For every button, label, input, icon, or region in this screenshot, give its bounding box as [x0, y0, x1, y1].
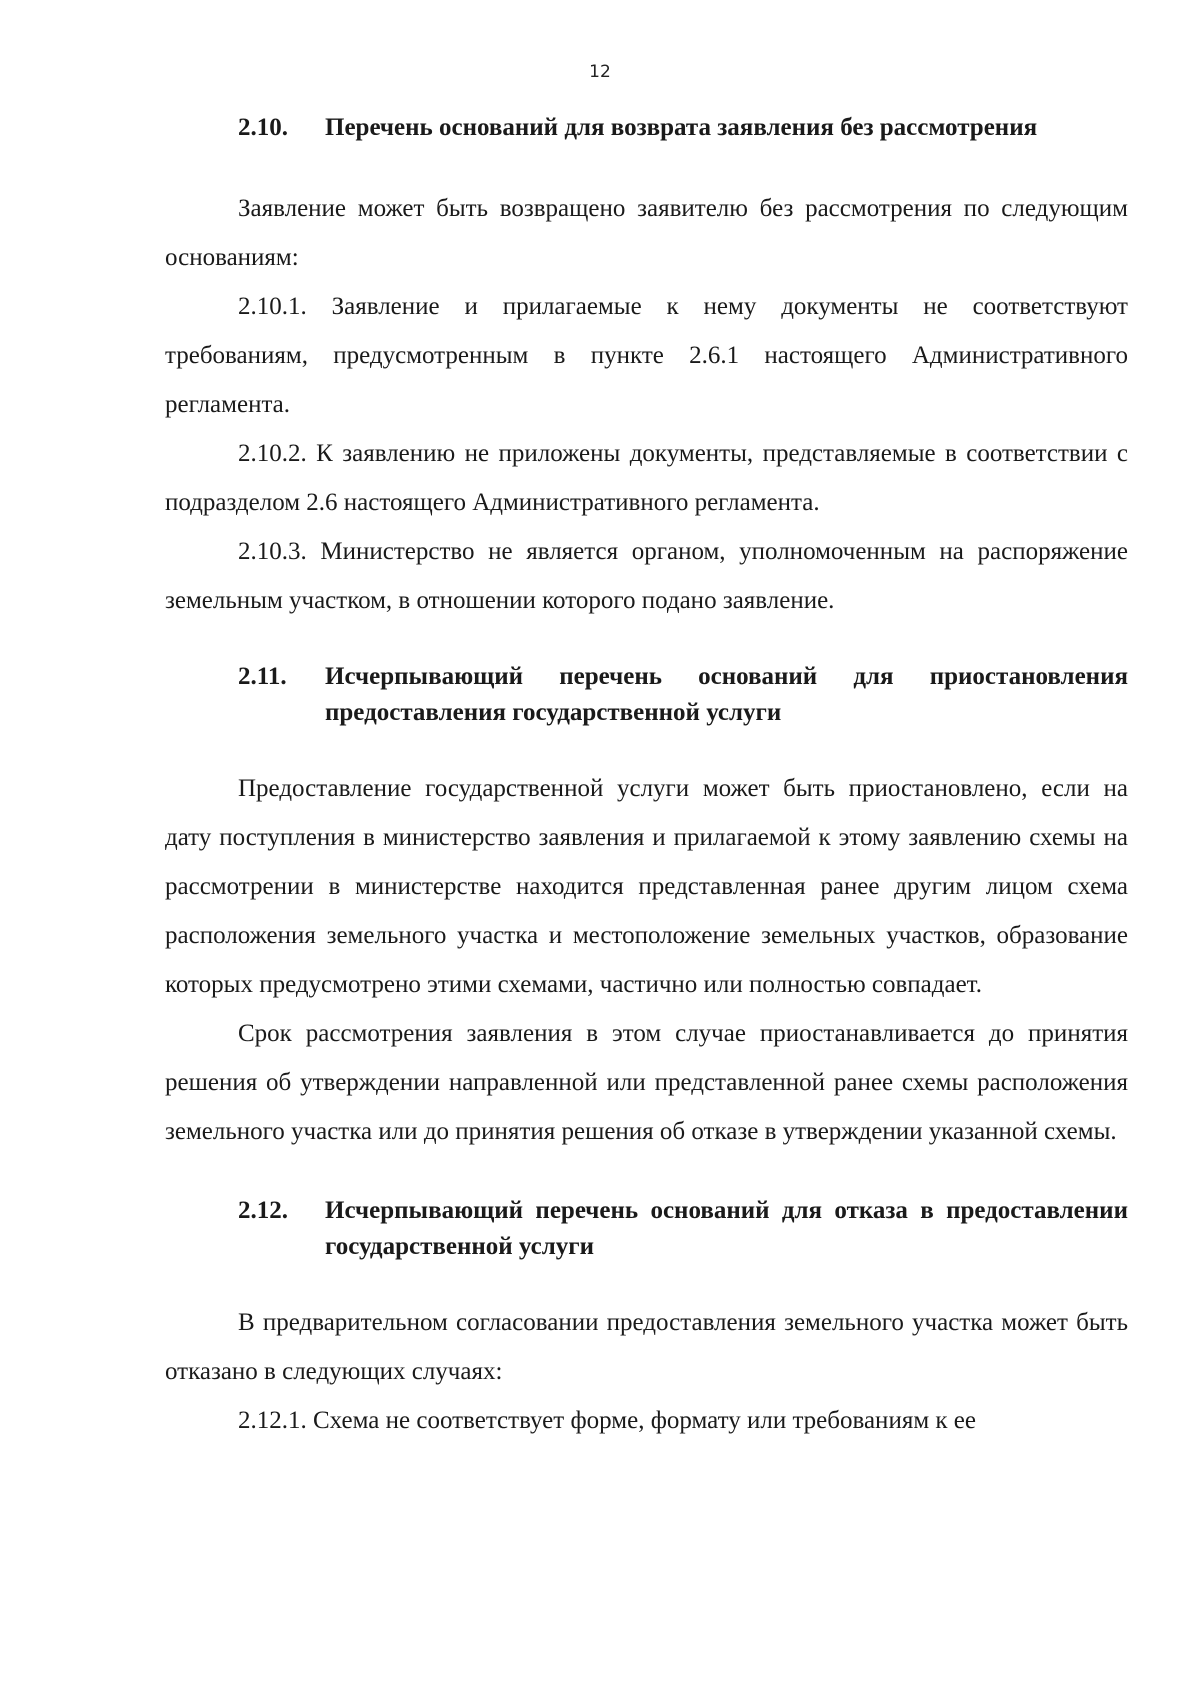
- paragraph: Заявление может быть возвращено заявителю без рассмотрения по следующим основаниям:: [165, 195, 1128, 271]
- section-title: Исчерпывающий перечень оснований для приостановления предоставления государственной услуги: [325, 663, 1128, 726]
- paragraph: Срок рассмотрения заявления в этом случае приостанавливается до принятия решения об утверждении направленной или представленной ранее схемы расположения земельного участка или до принятия решения об отказе в утверждении указанной схемы.: [165, 1020, 1128, 1145]
- section-heading-2-11: [165, 659, 1128, 731]
- document-body: [165, 110, 1128, 1445]
- paragraph-2-12-1: 2.12.1. Схема не соответствует форме, формату или требованиям к ее: [238, 1407, 976, 1434]
- paragraph: В предварительном согласовании предоставления земельного участка может быть отказано в следующих случаях:: [165, 1309, 1128, 1385]
- section-heading-2-10: [165, 110, 1128, 146]
- section-number: 2.11.: [238, 663, 287, 690]
- paragraph-2-10-1: 2.10.1. Заявление и прилагаемые к нему документы не соответствуют требованиям, предусмотренным в пункте 2.6.1 настоящего Административного регламента.: [165, 293, 1128, 418]
- page-number: 12: [589, 62, 611, 82]
- paragraph-2-10-3: 2.10.3. Министерство не является органом, уполномоченным на распоряжение земельным участком, в отношении которого подано заявление.: [165, 538, 1128, 614]
- paragraph: Предоставление государственной услуги может быть приостановлено, если на дату поступления в министерство заявления и прилагаемой к этому заявлению схемы на рассмотрении в министерстве находится представленная ранее другим лицом схема расположения земельного участка и местоположение земельных участков, образование которых предусмотрено этими схемами, частично или полностью совпадает.: [165, 775, 1128, 998]
- section-number: 2.10.: [238, 114, 288, 141]
- section-title: Исчерпывающий перечень оснований для отказа в предоставлении государственной услуги: [325, 1197, 1128, 1260]
- paragraph-2-10-2: 2.10.2. К заявлению не приложены документы, представляемые в соответствии с подразделом 2.6 настоящего Административного регламента.: [165, 440, 1128, 516]
- section-heading-2-12: [165, 1193, 1128, 1265]
- section-title: Перечень оснований для возврата заявления без рассмотрения: [325, 114, 1038, 141]
- section-number: 2.12.: [238, 1197, 288, 1224]
